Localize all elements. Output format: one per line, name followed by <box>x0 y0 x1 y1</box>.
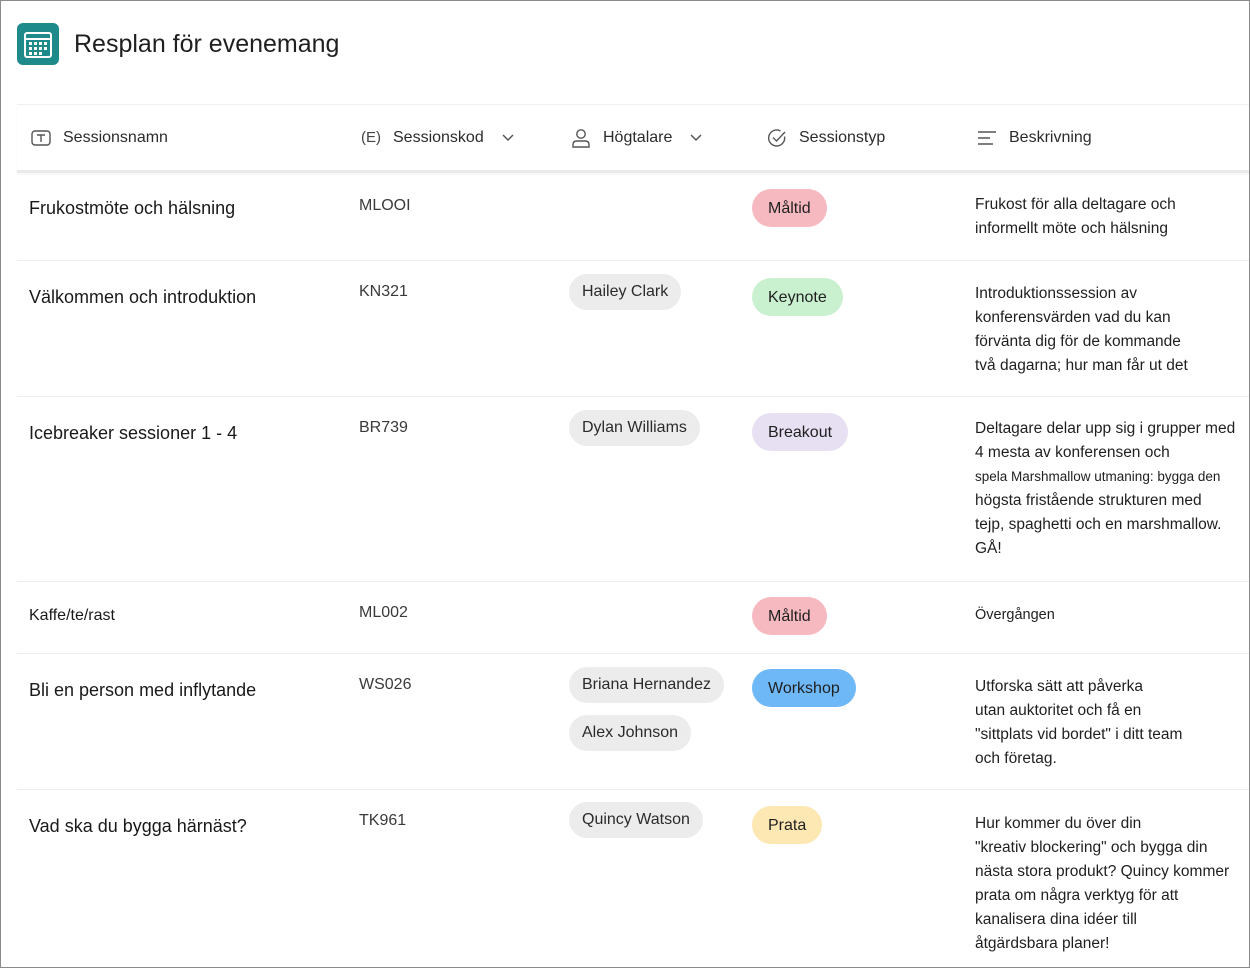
chevron-down-icon[interactable] <box>502 134 514 142</box>
description <box>975 193 1247 241</box>
description-line: Deltagare delar upp sig i grupper med <box>975 420 1236 437</box>
description <box>975 417 1247 561</box>
table-row[interactable] <box>17 173 1249 261</box>
type-badge: Måltid <box>752 597 827 635</box>
speaker-chip[interactable]: Dylan Williams <box>569 410 700 446</box>
description-line: "sittplats vid bordet" i ditt team <box>975 726 1183 743</box>
session-name: Välkommen och introduktion <box>29 287 257 307</box>
table-row[interactable] <box>17 654 1249 790</box>
column-header-sessionsnamn[interactable] <box>31 105 168 170</box>
type-badge: Workshop <box>752 669 856 707</box>
session-name: Kaffe/te/rast <box>29 607 115 624</box>
column-header-sessionskod[interactable] <box>361 105 514 170</box>
description <box>975 675 1247 771</box>
description-line: konferensvärden vad du kan <box>975 309 1171 326</box>
speakers <box>569 802 703 850</box>
description-line: GÅ! <box>975 540 1002 557</box>
session-code: MLOOI <box>359 197 411 214</box>
session-type <box>752 413 848 451</box>
description <box>975 282 1247 378</box>
session-type <box>752 669 856 707</box>
session-type <box>752 806 822 844</box>
description-line: Introduktionssession av <box>975 285 1137 302</box>
calendar-icon <box>17 23 59 65</box>
description-line: högsta fristående strukturen med <box>975 492 1202 509</box>
speakers <box>569 274 681 322</box>
chevron-down-icon[interactable] <box>690 134 702 142</box>
description-line: Frukost för alla deltagare och <box>975 196 1176 213</box>
description-line: informellt möte och hälsning <box>975 220 1168 237</box>
speakers <box>569 667 724 763</box>
description-line: 4 mesta av konferensen och <box>975 444 1170 461</box>
session-type <box>752 189 827 227</box>
session-name: Frukostmöte och hälsning <box>29 198 236 218</box>
session-type <box>752 278 843 316</box>
session-code: WS026 <box>359 676 412 693</box>
description-line: två dagarna; hur man får ut det <box>975 357 1188 374</box>
expression-icon: (E) <box>361 129 381 146</box>
page-title: Resplan för evenemang <box>74 29 340 58</box>
text-field-icon <box>31 130 51 146</box>
lines-icon <box>977 130 997 146</box>
session-code: KN321 <box>359 283 408 300</box>
column-header-hogtalare[interactable] <box>571 105 702 170</box>
description <box>975 812 1247 956</box>
description-line: nästa stora produkt? Quincy kommer <box>975 863 1230 880</box>
session-code: TK961 <box>359 812 407 829</box>
header <box>17 22 339 66</box>
session-code: ML002 <box>359 604 408 621</box>
table-row[interactable] <box>17 790 1249 968</box>
description-line: Övergången <box>975 607 1055 623</box>
type-badge: Prata <box>752 806 822 844</box>
description-line: prata om några verktyg för att <box>975 887 1179 904</box>
description-line: tejp, spaghetti och en marshmallow. <box>975 516 1222 533</box>
type-badge: Keynote <box>752 278 843 316</box>
check-circle-icon <box>767 128 787 148</box>
speaker-chip[interactable]: Quincy Watson <box>569 802 703 838</box>
speaker-chip[interactable]: Alex Johnson <box>569 715 691 751</box>
description-line: "kreativ blockering" och bygga din <box>975 839 1208 856</box>
description-line: och företag. <box>975 750 1057 767</box>
description-line: utan auktoritet och få en <box>975 702 1142 719</box>
description <box>975 603 1247 627</box>
session-name: Icebreaker sessioner 1 - 4 <box>29 423 238 443</box>
description-line: förvänta dig för de kommande <box>975 333 1181 350</box>
description-line: spela Marshmallow utmaning: bygga den <box>975 469 1221 484</box>
column-label: Sessionstyp <box>799 128 886 146</box>
column-header-beskrivning[interactable] <box>977 105 1092 170</box>
speakers <box>569 410 700 458</box>
sessions-table <box>17 104 1249 952</box>
description-line: kanalisera dina idéer till <box>975 911 1137 928</box>
table-row[interactable] <box>17 397 1249 582</box>
description-line: åtgärdsbara planer! <box>975 935 1110 952</box>
session-name: Vad ska du bygga härnäst? <box>29 816 247 836</box>
description-line: Hur kommer du över din <box>975 815 1142 832</box>
column-label: Sessionskod <box>393 128 484 146</box>
table-row[interactable] <box>17 261 1249 397</box>
person-icon <box>571 128 591 148</box>
description-line: Utforska sätt att påverka <box>975 678 1143 695</box>
column-header-sessionstyp[interactable] <box>767 105 885 170</box>
session-code: BR739 <box>359 419 408 436</box>
session-type <box>752 597 827 635</box>
session-name: Bli en person med inflytande <box>29 680 257 700</box>
type-badge: Måltid <box>752 189 827 227</box>
speaker-chip[interactable]: Hailey Clark <box>569 274 681 310</box>
column-label: Beskrivning <box>1009 128 1092 146</box>
type-badge: Breakout <box>752 413 848 451</box>
column-label: Högtalare <box>603 128 673 146</box>
column-label: Sessionsnamn <box>63 128 168 146</box>
table-header <box>17 104 1249 173</box>
speaker-chip[interactable]: Briana Hernandez <box>569 667 724 703</box>
table-row[interactable] <box>17 582 1249 654</box>
